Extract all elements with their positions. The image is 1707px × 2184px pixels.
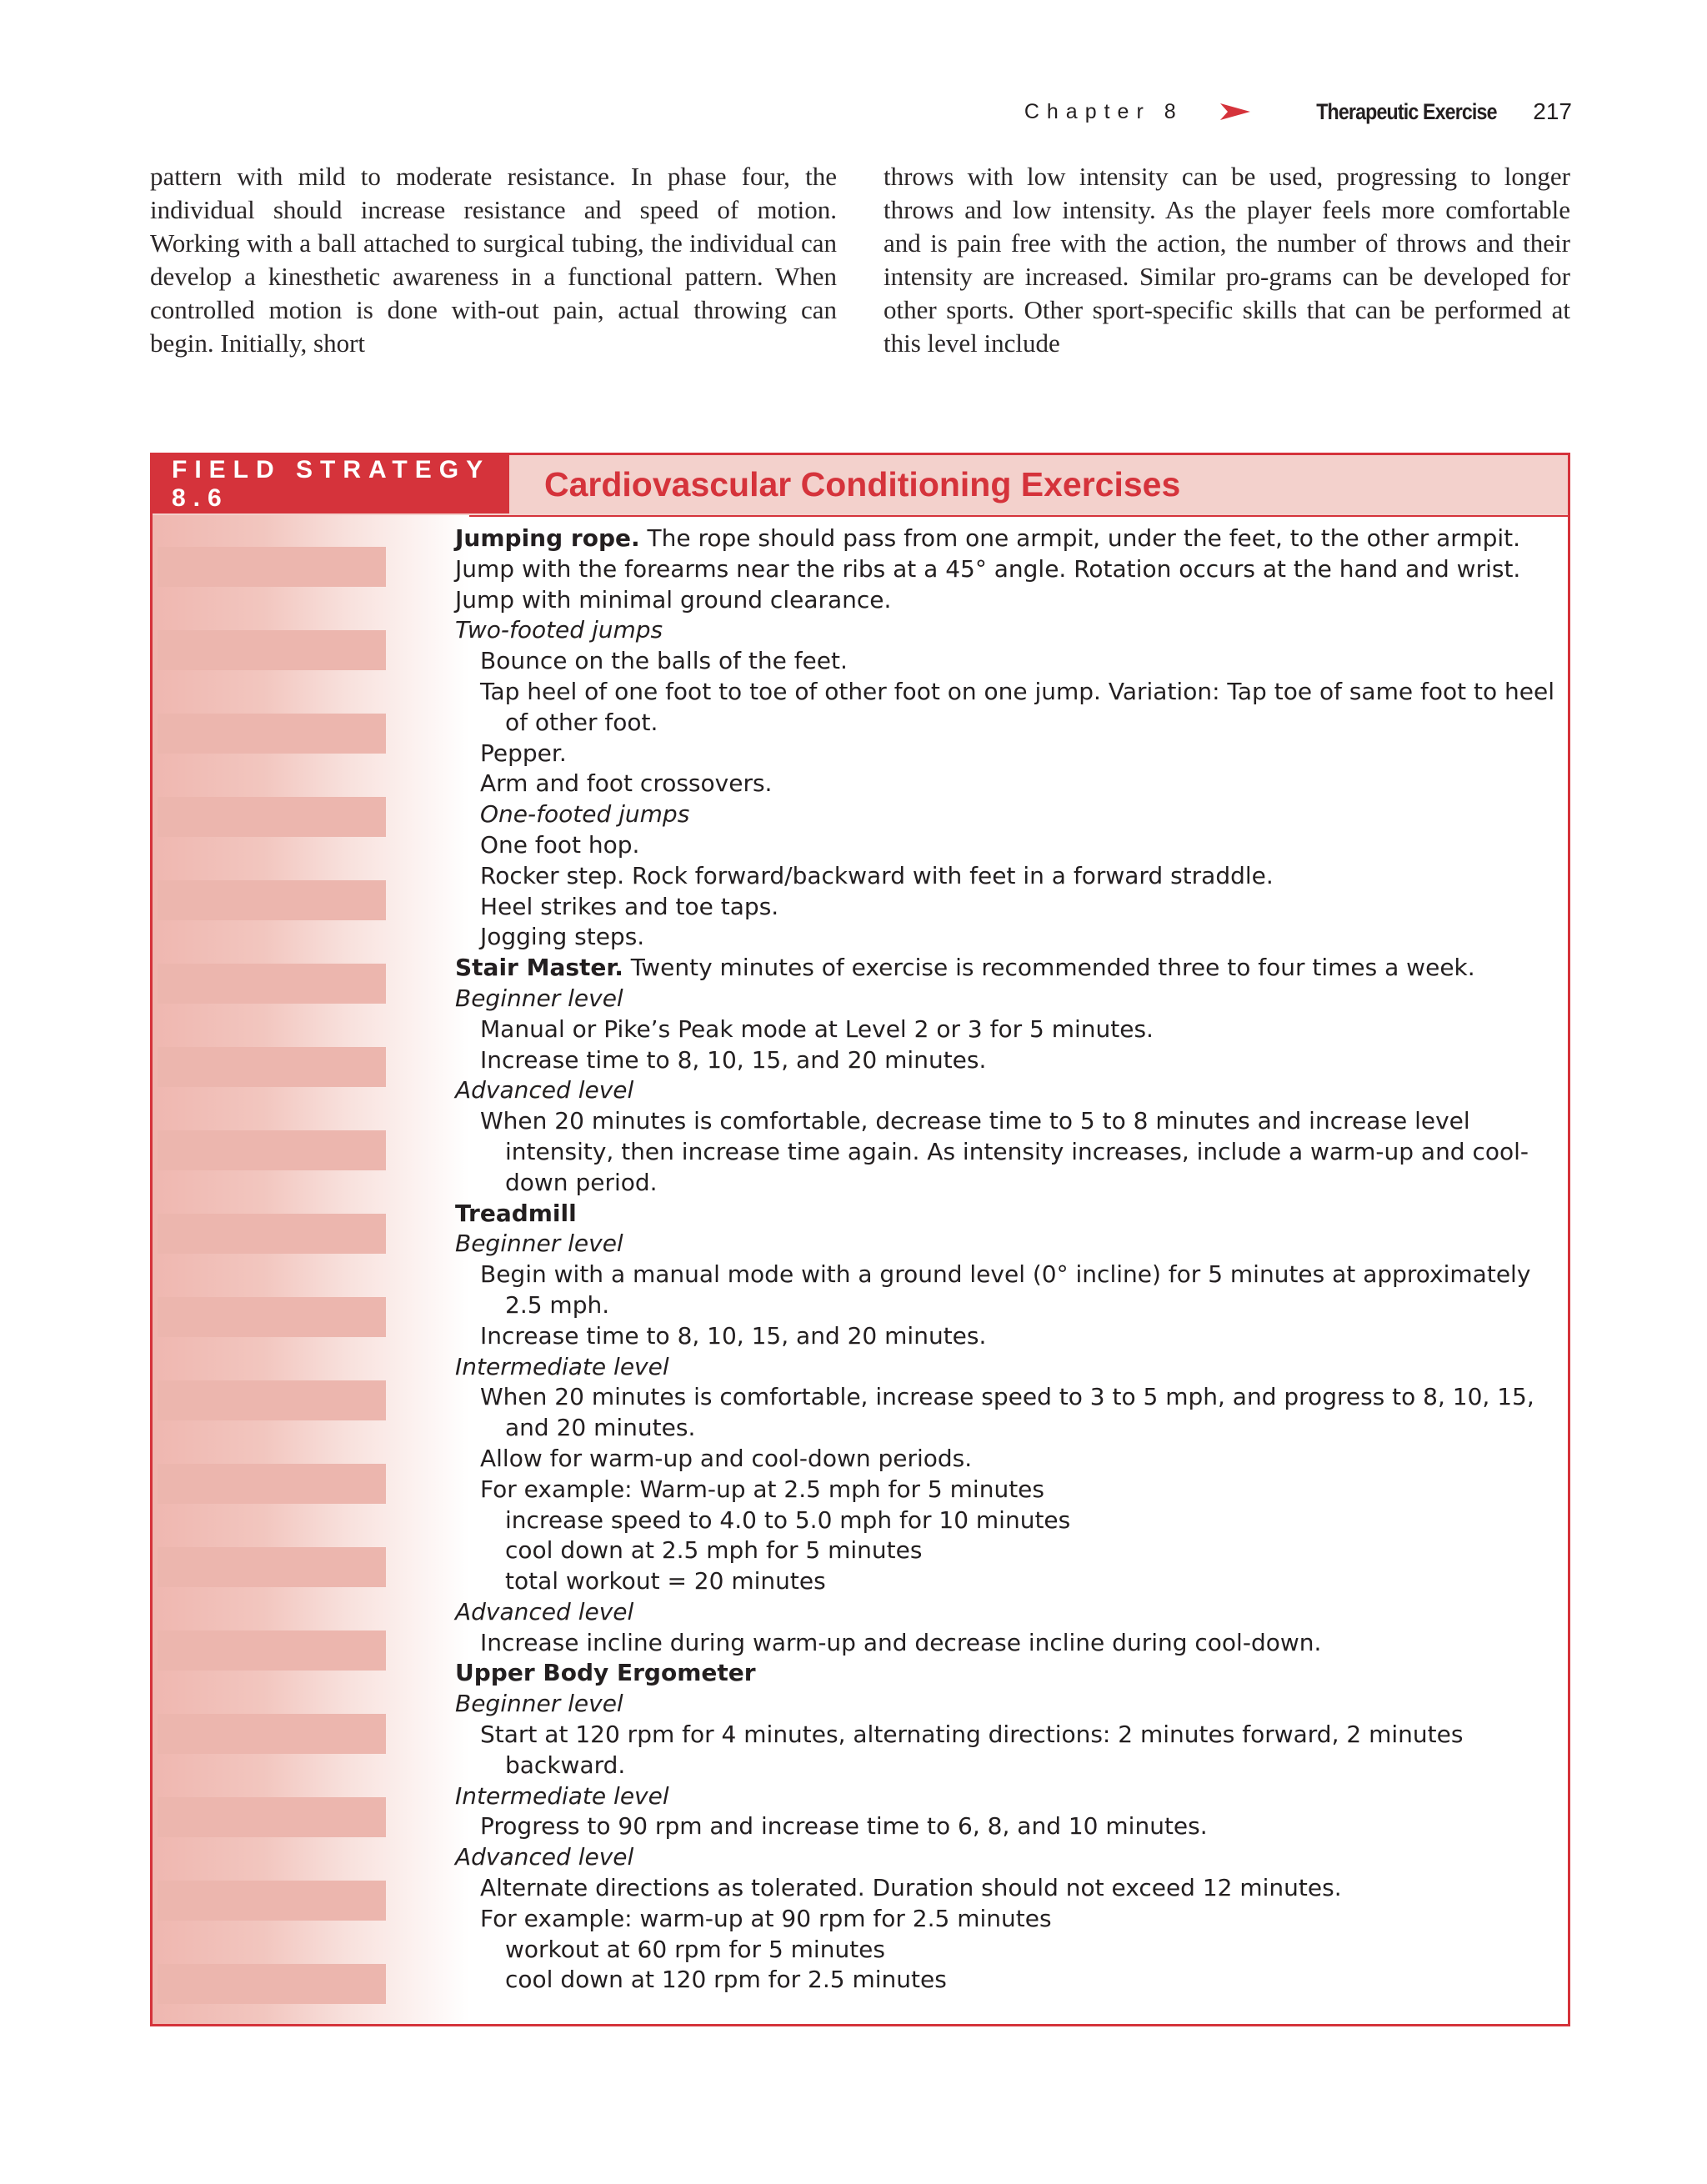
exercise-text: Increase time to 8, 10, 15, and 20 minutes. [480,1045,987,1074]
exercise-text: Advanced level [455,1843,634,1871]
exercise-text: cool down at 2.5 mph for 5 minutes [505,1536,923,1565]
exercise-line [455,1229,1555,1260]
exercise-line [455,1842,1555,1873]
exercise-line [455,1352,1555,1383]
exercise-line [455,1075,1555,1106]
exercise-text: One-footed jumps [480,800,690,829]
decorative-stripe [158,1464,386,1504]
exercise-line [455,523,1555,615]
exercise-text: Two-footed jumps [455,616,663,644]
exercise-line [455,1014,1555,1045]
exercise-line [455,984,1555,1014]
exercise-text: Beginner level [455,1230,623,1258]
decorative-stripe [158,1547,386,1587]
exercise-line [455,1658,1555,1689]
exercise-text: For example: warm-up at 90 rpm for 2.5 minutes [480,1904,1052,1932]
decorative-stripe [158,1797,386,1837]
decorative-stripe [158,1714,386,1754]
exercise-text: cool down at 120 rpm for 2.5 minutes [505,1966,947,1994]
exercise-line [455,1505,1555,1536]
exercise-text: For example: Warm-up at 2.5 mph for 5 minutes [480,1475,1044,1503]
exercise-line [455,1475,1555,1505]
exercise-text: Intermediate level [455,1781,669,1810]
exercise-line [455,1720,1555,1781]
exercise-line [455,953,1555,984]
exercise-line [455,1566,1555,1597]
exercise-text: Heel strikes and toe taps. [480,892,779,920]
exercise-text: Bounce on the balls of the feet. [480,647,848,675]
exercise-text: Begin with a manual mode with a ground level (0° incline) for 5 minutes at approximately 2.5 mph. [480,1260,1531,1319]
decorative-stripe [158,1297,386,1337]
section-title: Therapeutic Exercise [1315,98,1497,124]
field-strategy-banner [153,455,1568,517]
exercise-text: Twenty minutes of exercise is recommended three to four times a week. [623,954,1475,982]
decorative-stripe [158,797,386,837]
exercise-line [455,1904,1555,1935]
exercise-text: Increase time to 8, 10, 15, and 20 minutes. [480,1321,987,1350]
page-number: 217 [1533,98,1572,124]
exercise-line [455,830,1555,861]
exercise-heading: Treadmill [455,1199,577,1227]
exercise-line [455,1535,1555,1566]
exercise-line [455,799,1555,830]
exercise-text: When 20 minutes is comfortable, increase speed to 3 to 5 mph, and progress to 8, 10, 15, and 20 minutes. [480,1383,1534,1442]
decorative-stripe [158,1630,386,1671]
exercise-text: Tap heel of one foot to toe of other foot on one jump. Variation: Tap toe of same foot to heel of other foot. [480,677,1554,736]
exercise-heading: Jumping rope. [455,524,640,552]
decorative-stripe [158,1380,386,1420]
exercise-line [455,1628,1555,1659]
field-strategy-label: FIELD STRATEGY 8.6 [153,455,509,513]
exercise-text: Intermediate level [455,1352,669,1380]
decorative-stripe [158,547,386,587]
exercise-line [455,922,1555,953]
exercise-text: Beginner level [455,1690,623,1718]
exercise-text: Arm and foot crossovers. [480,769,773,798]
exercise-text: increase speed to 4.0 to 5.0 mph for 10 minutes [505,1505,1071,1534]
exercise-text: Increase incline during warm-up and decrease incline during cool-down. [480,1628,1322,1656]
exercise-line [455,1199,1555,1230]
body-paragraph: pattern with mild to moderate resistance. In phase four, the individual should increase resistance and speed of motion. Working with a ball attached to surgical tubing, the individual can develop a kinesthetic awareness in a functional pattern. When controlled motion is done with-out pain, actual throwing can begin. Initially, short [150,162,837,358]
exercise-heading: Upper Body Ergometer [455,1659,756,1687]
field-strategy-title: Cardiovascular Conditioning Exercises [544,464,1181,503]
exercise-line [455,861,1555,892]
decorative-stripe [158,714,386,754]
arrow-right-icon [1220,102,1250,122]
exercise-line [455,769,1555,799]
exercise-text: When 20 minutes is comfortable, decrease time to 5 to 8 minutes and increase level intensity, then increase time again. As intensity increases, include a warm-up and cool-down period. [480,1107,1529,1196]
exercise-text: The rope should pass from one armpit, under the feet, to the other armpit. Jump with the forearms near the ribs at a 45° angle. Rotation occurs at the hand and wrist. Jump with minimal ground clearance. [455,524,1521,614]
exercise-text: Rocker step. Rock forward/backward with feet in a forward straddle. [480,861,1274,889]
decorative-stripe [158,1881,386,1921]
exercise-heading: Stair Master. [455,954,623,982]
exercise-text: Beginner level [455,984,623,1012]
decorative-stripe [158,1047,386,1087]
exercise-line [455,1781,1555,1812]
decorative-side-panel [153,515,469,2024]
running-head [1024,98,1572,125]
exercise-line [455,615,1555,646]
exercise-line [455,1873,1555,1904]
exercise-text: workout at 60 rpm for 5 minutes [505,1935,885,1963]
decorative-stripe [158,1964,386,2004]
exercise-line [455,1045,1555,1076]
exercise-text: Alternate directions as tolerated. Duration should not exceed 12 minutes. [480,1874,1342,1902]
exercise-text: Progress to 90 rpm and increase time to 6, 8, and 10 minutes. [480,1812,1208,1841]
body-column-right [884,160,1570,360]
exercise-line [455,739,1555,769]
field-strategy-box [150,453,1570,2026]
exercise-text: One foot hop. [480,830,640,859]
decorative-stripe [158,964,386,1004]
exercise-text: total workout = 20 minutes [505,1567,826,1595]
body-column-left [150,160,837,360]
field-strategy-content [455,523,1555,1996]
exercise-line [455,677,1555,739]
exercise-text: Jogging steps. [480,923,645,951]
exercise-text: Manual or Pike’s Peak mode at Level 2 or 3 for 5 minutes. [480,1014,1154,1043]
decorative-stripe [158,1130,386,1170]
chapter-label: Chapter 8 [1024,99,1184,123]
decorative-stripe [158,630,386,670]
exercise-text: Pepper. [480,739,567,767]
exercise-text: Allow for warm-up and cool-down periods. [480,1444,973,1472]
decorative-stripe [158,880,386,920]
exercise-text: Advanced level [455,1597,634,1625]
exercise-line [455,1321,1555,1352]
exercise-text: Start at 120 rpm for 4 minutes, alternating directions: 2 minutes forward, 2 minutes backward. [480,1721,1464,1779]
exercise-line [455,1597,1555,1628]
body-paragraph: throws with low intensity can be used, progressing to longer throws and low intensity. As the player feels more comfortable and is pain free with the action, the number of throws and their intensity are increased. Similar pro-grams can be developed for other sports. Other sport-specific skills that can be performed at this level include [884,162,1570,358]
exercise-line [455,1811,1555,1842]
exercise-line [455,1106,1555,1198]
exercise-line [455,1382,1555,1444]
decorative-stripe [158,1214,386,1254]
exercise-line [455,646,1555,677]
exercise-line [455,1444,1555,1475]
exercise-line [455,1689,1555,1720]
exercise-line [455,1935,1555,1966]
exercise-text: Advanced level [455,1076,634,1105]
exercise-line [455,1260,1555,1321]
exercise-line [455,1965,1555,1996]
exercise-line [455,892,1555,923]
